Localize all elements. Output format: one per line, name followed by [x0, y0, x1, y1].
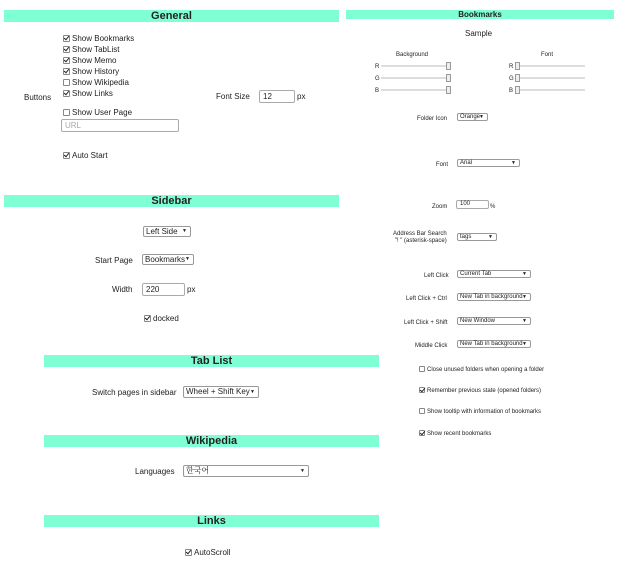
buttons-label: Buttons — [24, 93, 52, 102]
font-label: Font — [436, 162, 449, 168]
bookmarks-header: Bookmarks — [346, 10, 614, 19]
autoscroll-label: AutoScroll — [194, 548, 231, 557]
chevron-down-icon: ▼ — [182, 228, 187, 234]
show-option-checkbox[interactable] — [63, 90, 70, 97]
bookmark-option-2[interactable] — [419, 407, 541, 417]
chevron-down-icon: ▼ — [522, 294, 527, 300]
address-bar-value: tags — [460, 234, 472, 240]
font-color-slider-thumb[interactable] — [515, 74, 520, 82]
show-option-5[interactable] — [63, 89, 113, 99]
show-option-checkbox[interactable] — [63, 79, 70, 86]
font-select[interactable] — [457, 159, 520, 167]
chevron-down-icon: ▼ — [522, 341, 527, 347]
docked-option[interactable] — [144, 314, 179, 324]
auto-start-checkbox[interactable] — [63, 152, 70, 159]
chevron-down-icon: ▼ — [250, 389, 255, 395]
background-slider-track[interactable] — [381, 89, 451, 91]
show-option-3[interactable] — [63, 67, 119, 77]
folder-icon-select[interactable] — [457, 113, 488, 121]
bookmark-option-3[interactable] — [419, 429, 491, 439]
left-click-label: Left Click — [424, 273, 449, 279]
background-slider-track[interactable] — [381, 65, 451, 67]
show-option-checkbox[interactable] — [63, 57, 70, 64]
languages-value: 한국어 — [186, 466, 210, 475]
chevron-down-icon: ▼ — [185, 256, 190, 262]
chevron-down-icon: ▼ — [488, 234, 493, 240]
sidebar-header: Sidebar — [4, 195, 339, 207]
show-option-label: Show Wikipedia — [72, 78, 129, 87]
bookmark-option-label: Show tooltip with information of bookmarks — [427, 409, 542, 415]
font-color-slider-track[interactable] — [515, 89, 585, 91]
background-channel-label: B — [375, 88, 380, 94]
background-slider-thumb[interactable] — [446, 86, 451, 94]
url-input[interactable]: URL — [61, 119, 179, 132]
font-color-channel-label: B — [509, 88, 514, 94]
chevron-down-icon: ▼ — [522, 318, 527, 324]
font-size-label: Font Size — [216, 92, 250, 101]
show-option-label: Show History — [72, 67, 120, 76]
show-option-1[interactable] — [63, 45, 119, 55]
address-bar-select[interactable] — [457, 233, 497, 241]
sample-text: Sample — [465, 29, 493, 38]
show-option-checkbox[interactable] — [63, 68, 70, 75]
font-color-slider-thumb[interactable] — [515, 86, 520, 94]
chevron-down-icon: ▼ — [522, 271, 527, 277]
background-slider-thumb[interactable] — [446, 74, 451, 82]
links-header: Links — [44, 515, 379, 527]
left-click-ctrl-select[interactable] — [457, 293, 531, 301]
auto-start-option[interactable] — [63, 151, 108, 161]
bookmark-option-1[interactable] — [419, 386, 541, 396]
zoom-input[interactable]: 100 — [456, 200, 489, 209]
docked-checkbox[interactable] — [144, 315, 151, 322]
docked-label: docked — [153, 314, 179, 323]
zoom-unit: % — [490, 204, 496, 210]
left-click-shift-value: New Window — [460, 318, 496, 324]
left-click-value: Current Tab — [460, 271, 492, 277]
show-option-checkbox[interactable] — [63, 46, 70, 53]
width-label: Width — [112, 285, 133, 294]
background-channel-label: G — [375, 76, 380, 82]
font-color-channel-label: G — [509, 76, 514, 82]
folder-icon-label: Folder Icon — [417, 116, 448, 122]
bookmark-option-0[interactable] — [419, 365, 544, 375]
auto-start-label: Auto Start — [72, 151, 108, 160]
show-user-page-checkbox[interactable] — [63, 109, 70, 116]
show-option-label: Show Memo — [72, 56, 117, 65]
switch-pages-value: Wheel + Shift Key — [186, 387, 250, 396]
folder-icon-value: Orange — [460, 114, 481, 120]
font-color-channel-label: R — [509, 64, 514, 70]
font-value: Arial — [460, 160, 473, 166]
font-color-slider-track[interactable] — [515, 65, 585, 67]
start-page-select[interactable] — [142, 254, 194, 265]
bookmark-option-label: Remember previous state (opened folders) — [427, 388, 542, 394]
autoscroll-checkbox[interactable] — [185, 549, 192, 556]
left-click-select[interactable] — [457, 270, 531, 278]
show-option-2[interactable] — [63, 56, 116, 66]
autoscroll-option[interactable] — [185, 548, 230, 558]
font-size-input[interactable]: 12 — [259, 90, 295, 103]
start-page-label: Start Page — [95, 256, 133, 265]
switch-pages-select[interactable] — [183, 386, 259, 398]
left-click-ctrl-value: New Tab in background — [460, 294, 523, 300]
background-slider-track[interactable] — [381, 77, 451, 79]
tablist-header: Tab List — [44, 355, 379, 367]
chevron-down-icon: ▼ — [300, 468, 305, 474]
font-color-slider-thumb[interactable] — [515, 62, 520, 70]
show-option-checkbox[interactable] — [63, 35, 70, 42]
background-label: Background — [396, 52, 429, 58]
chevron-down-icon: ▼ — [479, 114, 484, 120]
bookmark-option-label: Show recent bookmarks — [427, 431, 492, 437]
start-page-value: Bookmarks — [145, 255, 186, 264]
switch-pages-label: Switch pages in sidebar — [92, 388, 177, 397]
languages-select[interactable] — [183, 465, 309, 477]
wikipedia-header: Wikipedia — [44, 435, 379, 447]
address-bar-label: Address Bar Search — [393, 231, 447, 237]
show-option-label: Show Links — [72, 89, 113, 98]
address-bar-sub: "! " (asterisk-space) — [394, 238, 447, 244]
width-unit: px — [187, 285, 196, 294]
address-bar-label-block — [393, 231, 447, 245]
font-color-label: Font — [541, 52, 554, 58]
show-option-4[interactable] — [63, 78, 129, 88]
bookmark-option-checkbox[interactable] — [419, 430, 425, 436]
sidebar-side-value: Left Side — [146, 227, 178, 236]
left-click-shift-label: Left Click + Shift — [404, 320, 448, 326]
zoom-label: Zoom — [432, 204, 448, 210]
width-input[interactable]: 220 — [142, 283, 185, 296]
left-click-shift-select[interactable] — [457, 317, 531, 325]
middle-click-value: New Tab in background — [460, 341, 523, 347]
chevron-down-icon: ▼ — [511, 160, 516, 166]
general-header: General — [4, 10, 339, 22]
bookmark-option-label: Close unused folders when opening a folder — [427, 367, 545, 373]
left-click-ctrl-label: Left Click + Ctrl — [406, 296, 447, 302]
show-user-page-option[interactable] — [63, 108, 132, 118]
font-color-slider-track[interactable] — [515, 77, 585, 79]
middle-click-select[interactable] — [457, 340, 531, 348]
sidebar-side-select[interactable] — [143, 226, 191, 237]
show-option-0[interactable] — [63, 34, 134, 44]
show-user-page-label: Show User Page — [72, 108, 133, 117]
middle-click-label: Middle Click — [415, 343, 448, 349]
background-channel-label: R — [375, 64, 380, 70]
font-size-unit: px — [297, 92, 306, 101]
show-option-label: Show TabList — [72, 45, 120, 54]
bookmark-option-checkbox[interactable] — [419, 387, 425, 393]
bookmark-option-checkbox[interactable] — [419, 408, 425, 414]
show-option-label: Show Bookmarks — [72, 34, 135, 43]
languages-label: Languages — [135, 467, 175, 476]
bookmark-option-checkbox[interactable] — [419, 366, 425, 372]
background-slider-thumb[interactable] — [446, 62, 451, 70]
